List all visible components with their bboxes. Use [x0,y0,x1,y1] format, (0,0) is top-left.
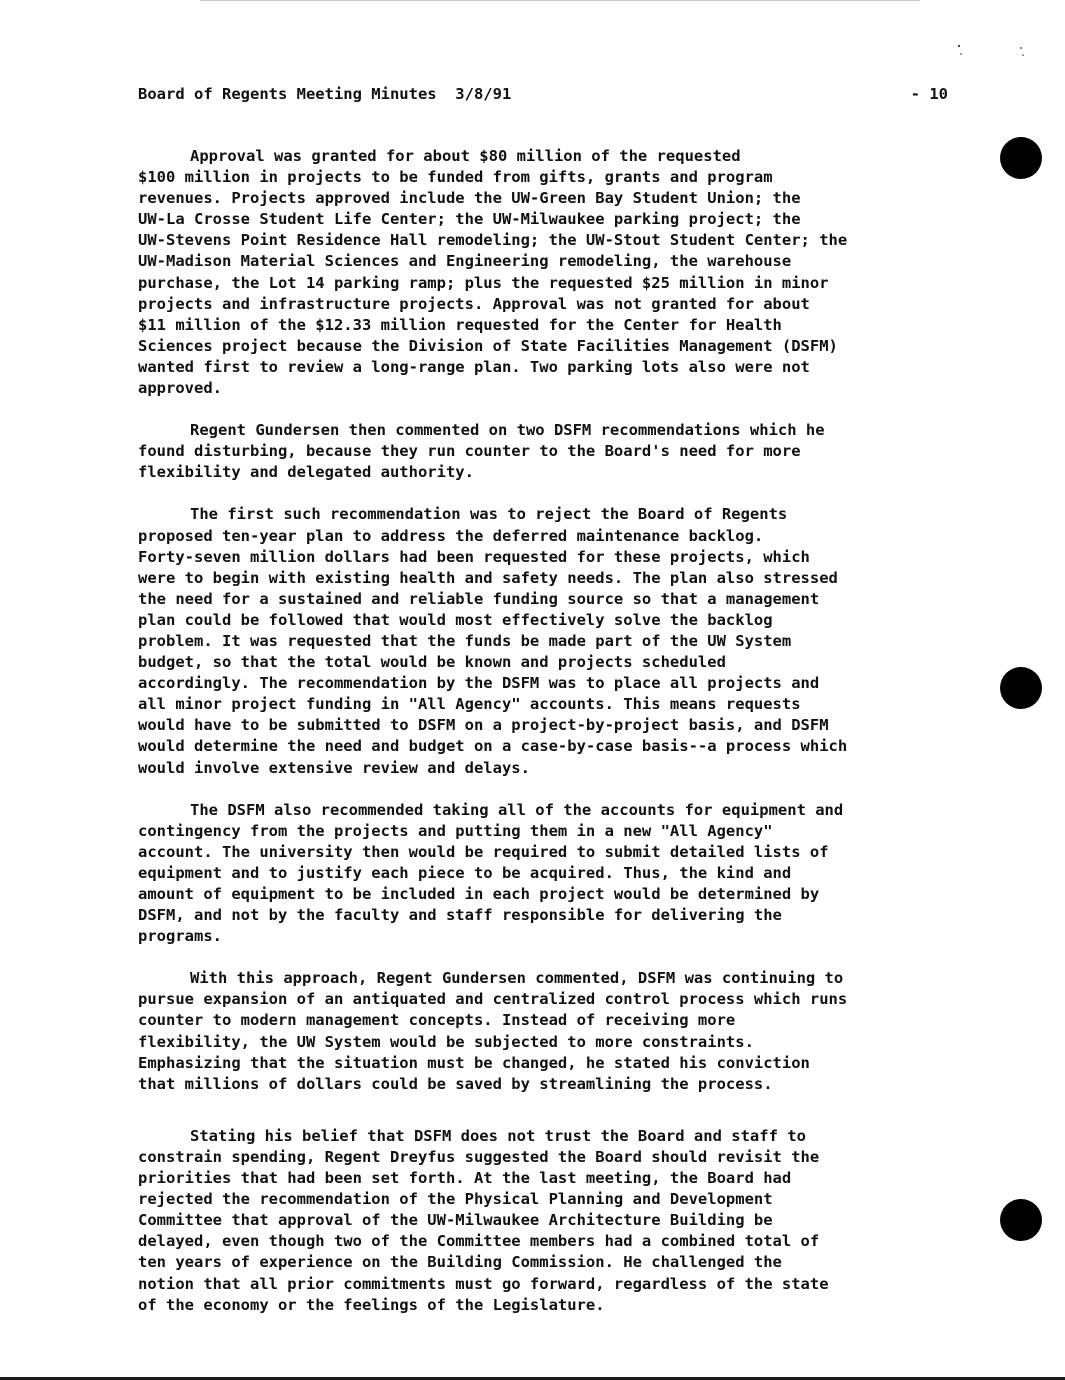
paragraph-capital-approvals: Approval was granted for about $80 million of the requested $100 million in projects to be funded from gifts, grants and program revenues. Projects approved include the UW-Green Bay Student Union; the UW-La Crosse Student Life Center; the UW-Milwaukee parking project; the UW-Stevens Point Residence Hall remodeling; the UW-Stout Student Center; the UW-Madison Material Sciences and Engineering remodeling, the warehouse purchase, the Lot 14 parking ramp; plus the requested $25 million in minor projects and infrastructure projects. Approval was not granted for about $11 million of the $12.33 million requested for the Center for Health Sciences project because the Division of State Facilities Management (DSFM) wanted first to review a long-range plan. Two parking lots also were not approved. [138,147,848,398]
paragraph-gundersen-comments: Regent Gundersen then commented on two DSFM recommendations which he found disturbing, because they run counter to the Board's need for more flexibility and delegated authority. [138,421,825,482]
paragraph-maintenance-backlog: The first such recommendation was to reject the Board of Regents proposed ten-year plan to address the deferred maintenance backlog. Forty-seven million dollars had been requested for these projects, which were to begin with existing health and safety needs. The plan also stressed the need for a sustained and reliable funding source so that a management plan could be followed that would most effectively solve the backlog problem. It was requested that the funds be made part of the UW System budget, so that the total would be known and projects scheduled accordingly. The recommendation by the DSFM was to place all projects and all minor project funding in "All Agency" accounts. This means requests would have to be submitted to DSFM on a project-by-project basis, and DSFM would determine the need and budget on a case-by-case basis--a process which would involve extensive review and delays. [138,505,848,777]
binder-hole-middle [1000,667,1042,709]
minutes-body [138,146,958,1337]
page-header [138,85,948,109]
scan-specks [955,40,1035,70]
scan-edge-top [200,0,920,1]
binder-hole-top [1000,137,1042,179]
paragraph-equipment-accounts: The DSFM also recommended taking all of the accounts for equipment and contingency from the projects and putting them in a new "All Agency" account. The university then would be required to submit detailed lists of equipment and to justify each piece to be acquired. Thus, the kind and amount of equipment to be included in each project would be determined by DSFM, and not by the faculty and staff responsible for delivering the programs. [138,800,844,946]
binder-hole-bottom [1000,1199,1042,1241]
document-title: Board of Regents Meeting Minutes 3/8/91 [138,85,512,103]
page-number: - 10 [910,85,948,103]
paragraph-dreyfus-comments: Stating his belief that DSFM does not trust the Board and staff to constrain spending, Regent Dreyfus suggested the Board should revisit the priorities that had been set forth. At the last meeting, the Board had rejected the recommendation of the Physical Planning and Development Committee that approval of the UW-Milwaukee Architecture Building be delayed, even though two of the Committee members had a combined total of ten years of experience on the Building Commission. He challenged the notion that all prior commitments must go forward, regardless of the state of the economy or the feelings of the Legislature. [138,1126,829,1314]
paragraph-centralized-control: With this approach, Regent Gundersen commented, DSFM was continuing to pursue expansion of an antiquated and centralized control process which runs counter to modern management concepts. Instead of receiving more flexibility, the UW System would be subjected to more constraints. Emphasizing that the situation must be changed, he stated his conviction that millions of dollars could be saved by streamlining the process. [138,969,848,1093]
